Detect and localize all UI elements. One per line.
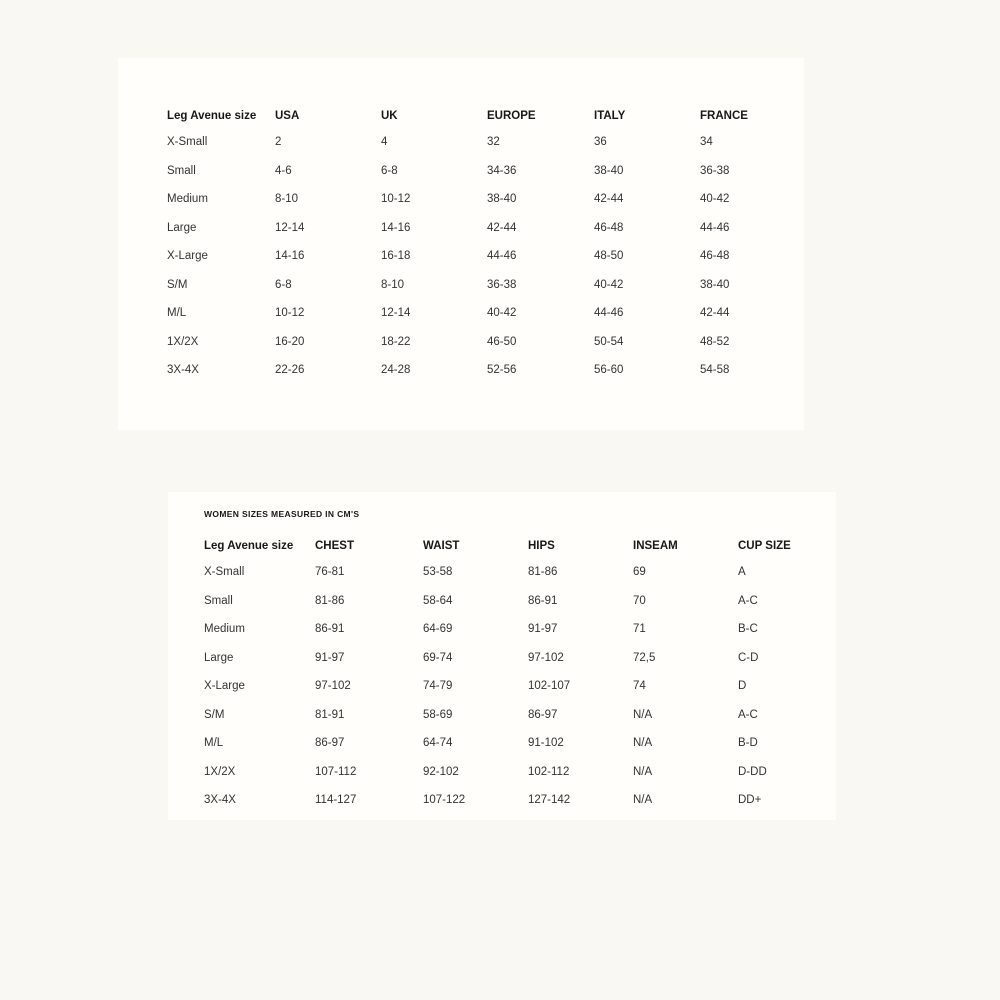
table-body [204,566,833,823]
column-header: UK [381,110,398,122]
size-label-cell: Medium [204,623,245,635]
table-header-row [204,540,833,566]
size-label-cell: Small [167,164,196,177]
table-cell: C-D [738,651,759,664]
table-cell: 64-69 [423,623,453,635]
size-label-cell: X-Large [167,250,208,262]
table-row [167,364,800,393]
size-label-cell: S/M [204,708,225,721]
table-cell: 42-44 [594,193,624,205]
table-cell: 58-64 [423,594,453,607]
table-cell: D [738,680,747,692]
table-cell: 86-91 [528,594,558,607]
column-header: WAIST [423,540,460,552]
size-label-cell: 3X-4X [204,794,236,806]
table-header-row [167,110,800,136]
table-cell: N/A [633,794,653,806]
column-header: Leg Avenue size [204,540,294,552]
column-header: Leg Avenue size [167,110,257,122]
table-cell: 40-42 [487,307,517,319]
women-measurements-cm-table [204,540,833,823]
table-cell: 12-14 [275,221,305,234]
table-cell: 40-42 [700,193,730,205]
size-label-cell: X-Large [204,680,245,692]
table-cell: 46-50 [487,335,517,348]
table-cell: 38-40 [594,164,624,177]
table-cell: 44-46 [594,307,624,319]
table-row [204,766,833,795]
table-cell: B-C [738,623,758,635]
table-cell: A-C [738,594,758,607]
table-cell: 81-91 [315,708,345,721]
table-row [167,307,800,336]
size-label-cell: Medium [167,193,208,205]
table-cell: A-C [738,708,758,721]
table-cell: 70 [633,594,646,607]
table-cell: 76-81 [315,566,345,578]
column-header: ITALY [594,110,626,122]
table-cell: 102-107 [528,680,571,692]
size-label-cell: M/L [204,737,224,749]
size-label-cell: 1X/2X [204,765,236,778]
table-cell: 91-97 [528,623,558,635]
table-cell: 107-112 [315,765,357,778]
table-cell: 86-97 [315,737,345,749]
table-cell: 56-60 [594,364,624,376]
table-row [204,652,833,681]
table-cell: 16-20 [275,335,305,348]
column-header: HIPS [528,540,555,552]
table-cell: 53-58 [423,566,453,578]
table-cell: 114-127 [315,794,357,806]
table-cell: N/A [633,737,653,749]
size-label-cell: S/M [167,278,188,291]
table-cell: 71 [633,623,646,635]
table-cell: 22-26 [275,364,305,376]
table-cell: 127-142 [528,794,571,806]
table-cell: A [738,566,746,578]
table-cell: 64-74 [423,737,453,749]
column-header: USA [275,110,300,122]
table-cell: 50-54 [594,335,624,348]
table-cell: 4-6 [275,164,292,177]
table-cell: 86-97 [528,708,558,721]
size-label-cell: X-Small [204,566,245,578]
table-row [204,709,833,738]
table-cell: 58-69 [423,708,453,721]
table-cell: 34 [700,136,713,148]
size-label-cell: 1X/2X [167,335,199,348]
table-cell: N/A [633,708,653,721]
table-cell: 97-102 [528,651,564,664]
table-cell: 32 [487,136,500,148]
table-row [204,737,833,766]
table-row [204,680,833,709]
table-cell: 91-102 [528,737,564,749]
column-header: CUP SIZE [738,540,791,552]
column-header: INSEAM [633,540,678,552]
table-cell: 16-18 [381,250,411,262]
table-cell: 36-38 [700,164,730,177]
international-size-conversion-table [167,110,800,393]
table-cell: 86-91 [315,623,345,635]
table-cell: DD+ [738,794,762,806]
table-cell: 18-22 [381,335,411,348]
table-cell: 48-52 [700,335,730,348]
table-cell: 81-86 [315,594,345,607]
size-label-cell: Large [167,221,197,234]
table-cell: 8-10 [275,193,299,205]
table-cell: 92-102 [423,765,459,778]
table-cell: 107-122 [423,794,466,806]
table-row [167,279,800,308]
table-cell: 6-8 [275,278,292,291]
size-label-cell: Large [204,651,234,664]
table-cell: 8-10 [381,278,405,291]
size-label-cell: M/L [167,307,187,319]
table-cell: 34-36 [487,164,517,177]
table-cell: 42-44 [700,307,730,319]
table-body [167,136,800,393]
column-header: FRANCE [700,110,748,122]
table-cell: B-D [738,737,758,749]
table-row [167,193,800,222]
table-row [167,136,800,165]
table-row [204,595,833,624]
table-row [204,623,833,652]
table-cell: D-DD [738,765,767,778]
table-cell: 46-48 [594,221,624,234]
table-row [204,566,833,595]
table-cell: 36 [594,136,607,148]
table-cell: 69 [633,566,646,578]
table-cell: 2 [275,136,282,148]
table-cell: 81-86 [528,566,558,578]
size-label-cell: 3X-4X [167,364,199,376]
table-cell: 42-44 [487,221,517,234]
table-cell: 54-58 [700,364,730,376]
column-header: EUROPE [487,110,536,122]
table-cell: 97-102 [315,680,351,692]
table-row [167,336,800,365]
table-cell: 36-38 [487,278,517,291]
table-cell: 38-40 [700,278,730,291]
table-row [167,250,800,279]
table-cell: 44-46 [700,221,730,234]
table-cell: 14-16 [275,250,305,262]
table-cell: 46-48 [700,250,730,262]
column-header: CHEST [315,540,354,552]
table-cell: 74-79 [423,680,453,692]
table-cell: 38-40 [487,193,517,205]
table-cell: 24-28 [381,364,411,376]
table-cell: 44-46 [487,250,517,262]
table-cell: 10-12 [275,307,305,319]
table-cell: 12-14 [381,307,411,319]
cm-table-caption: WOMEN SIZES MEASURED IN CM'S [204,509,360,519]
table-cell: 14-16 [381,221,411,234]
table-cell: 74 [633,680,646,692]
table-cell: N/A [633,765,653,778]
table-cell: 52-56 [487,364,517,376]
table-cell: 4 [381,136,388,148]
table-cell: 72,5 [633,651,656,664]
size-label-cell: Small [204,594,233,607]
table-cell: 102-112 [528,765,570,778]
table-row [204,794,833,823]
table-cell: 6-8 [381,164,398,177]
table-cell: 48-50 [594,250,624,262]
table-cell: 91-97 [315,651,345,664]
size-label-cell: X-Small [167,136,208,148]
table-cell: 69-74 [423,651,453,664]
table-cell: 10-12 [381,193,411,205]
table-cell: 40-42 [594,278,624,291]
table-row [167,222,800,251]
table-row [167,165,800,194]
